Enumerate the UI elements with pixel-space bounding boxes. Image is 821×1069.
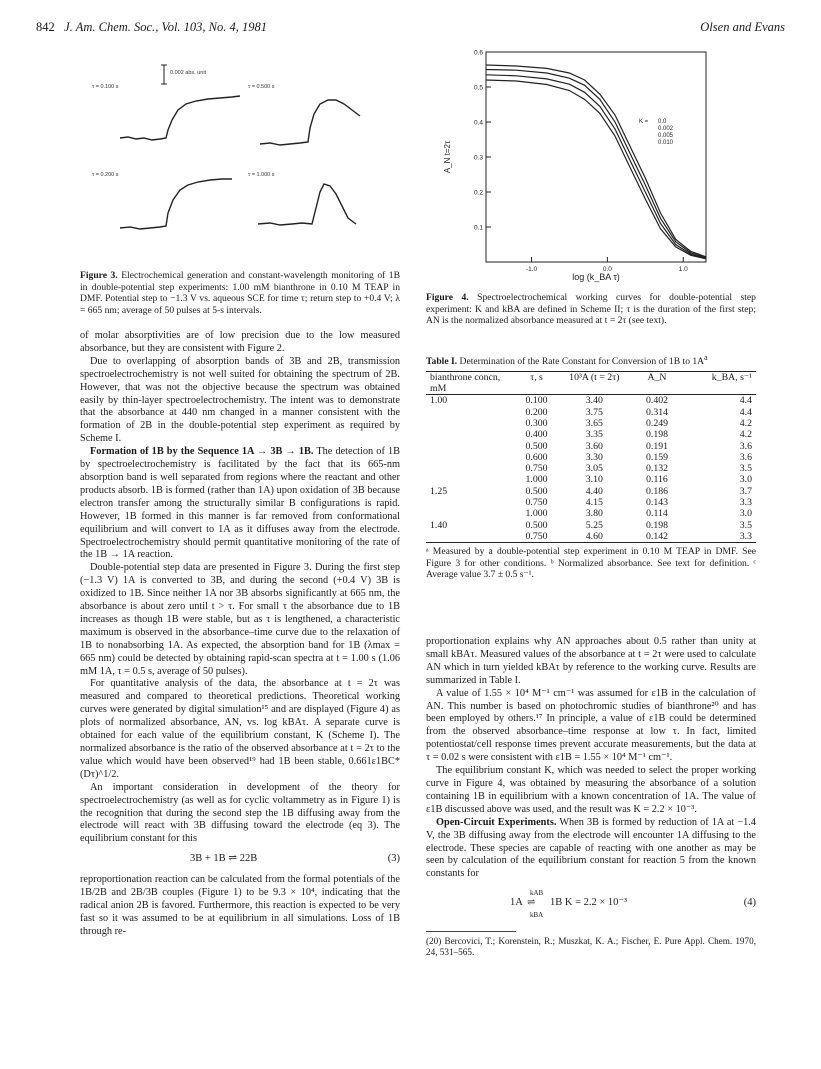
footnote-20: (20) Bercovici, T.; Korenstein, R.; Muszkat, K. A.; Fischer, E. Pure Appl. Chem. 1970, 24, 531–565.	[426, 936, 756, 958]
table-1-footnote: ᵃ Measured by a double-potential step experiment in 0.10 M TEAP in DMF. See Figure 3 for other conditions. ᵇ Normalized absorbance. See text for definition. ᶜ Average value 3.7 ± 0.5 s⁻¹.	[426, 546, 756, 581]
panel-label-2: τ = 0.500 s	[248, 84, 275, 90]
table-1-title-sup: a	[704, 353, 708, 362]
table-cell: 1.000	[525, 474, 548, 486]
running-header-left	[36, 20, 267, 35]
table-1-header: A_N	[647, 371, 667, 383]
right-column	[426, 636, 756, 958]
table-cell	[426, 474, 512, 485]
equation-4-arrows: ⇌	[527, 897, 536, 909]
table-cell: 3.65	[585, 417, 603, 429]
y-tick-label: 0.6	[473, 49, 483, 57]
table-cell	[426, 531, 512, 542]
right-paragraph-2: A value of 1.55 × 10⁴ M⁻¹ cm⁻¹ was assumed for ε1B in the calculation of AN. This number is based on photochromic studies of bianthrone²⁰ and has been employed by others.¹⁷ In principle, a value of ε1B could be determined from the observed absorbance–time response at low τ. In fact, limited potentiostat/cell response times prevent accurate measurements, but the data at τ = 0.02 s were consistent with ε1B = 1.55 × 10⁴ M⁻¹ cm⁻¹.	[426, 687, 756, 764]
x-tick-label: -1.0	[525, 266, 538, 273]
y-tick-label: 0.3	[473, 154, 483, 162]
table-cell: 3.40	[585, 395, 603, 407]
equation-4-top-label: kAB	[530, 889, 544, 898]
y-tick-label: 0.4	[473, 119, 483, 127]
section-heading-formation: Formation of 1B by the Sequence 1A → 3B → 1B.	[90, 446, 314, 458]
table-cell: 1.000	[525, 508, 548, 520]
legend-entry: 0.010	[658, 140, 674, 146]
table-cell: 3.75	[585, 406, 603, 418]
table-row	[426, 463, 756, 474]
table-cell: 0.500	[525, 485, 548, 497]
table-cell: 3.3	[739, 530, 752, 542]
table-cell	[426, 407, 512, 418]
table-row	[426, 441, 756, 452]
table-row	[426, 395, 756, 407]
table-1-title-text: Determination of the Rate Constant for Conversion of 1B to 1A	[459, 356, 705, 368]
table-cell: 0.750	[525, 463, 548, 475]
left-paragraph-2: Due to overlapping of absorption bands of 3B and 2B, transmission spectroelectrochemistry is not well suited for obtaining the spectrum of 2B. However, that was not the objective because the spectrum was obtained easily by thin-layer spectroelectrochemistry. The intent was to demonstrate that the absorbance at 440 nm changed in a manner consistent with the formation of 2B in the double-potential step experiment as required by Scheme I.	[80, 355, 400, 445]
legend-entry: 0.002	[658, 126, 674, 132]
table-cell: 3.35	[585, 429, 603, 441]
table-cell: 0.186	[645, 485, 669, 497]
figure-3-caption-text: Electrochemical generation and constant-wavelength monitoring of 1B in double-potential step experiments: 1.00 mM bianthrone in 0.10 M TEAP in DMF. Potential step to −1.3 V vs. aqueous SCE for time τ; return step to +0.4 V; λ = 665 nm; average of 50 pulses at 5-s intervals.	[80, 270, 400, 316]
table-cell: 0.750	[525, 530, 548, 542]
left-paragraph-5: For quantitative analysis of the data, the absorbance at t = 2τ was measured and compared to theoretical predictions. Theoretical working curves were generated by digital simulation¹⁵ and are displayed (Figure 4) as plots of normalized absorbance, AN, vs. log kBAτ. A separate curve is obtained for each value of the equilibrium constant, K (Scheme I). The normalized absorbance is the ratio of the observed absorbance at t = 2τ to the value which would have been observed¹⁹ had 1B been stable, 0.661ε1BC*(Dτ)^1/2.	[80, 678, 400, 780]
equation-3-number: (3)	[387, 853, 400, 865]
table-cell	[426, 441, 512, 452]
figure-3-traces	[80, 58, 380, 268]
figure-3-caption-label: Figure 3.	[80, 270, 118, 281]
series-line-0.002	[486, 70, 706, 258]
x-tick-label: 1.0	[678, 266, 688, 273]
table-cell: 3.0	[739, 508, 752, 520]
legend-title: K =	[639, 119, 649, 125]
table-cell: 3.5	[739, 463, 752, 475]
table-row	[426, 508, 756, 519]
trace-panel-2	[260, 100, 360, 145]
trace-panel-4	[258, 184, 356, 225]
table-cell: 4.4	[739, 395, 752, 407]
series-line-0.010	[486, 80, 706, 259]
table-cell: 0.500	[525, 440, 548, 452]
table-cell: 1.00	[430, 395, 448, 407]
scale-label: 0.002 abs. unit	[170, 70, 207, 76]
table-1-title	[426, 352, 756, 368]
left-paragraph-3: The detection of 1B by spectroelectrochemistry is facilitated by the fact that its 665-nm absorption band is well separated from regions where the reactant and other products absorb. 1B is formed (rather than 1A) upon oxidation of 3B because electron transfer among the structurally similar B configurations is rapid. However, 1B formed in this manner is far removed from conformational equilibrium and will convert to 1A as it diffuses away from the electrode. Spectroelectrochemistry should permit quantitative monitoring of the rate of the 1B → 1A reaction.	[80, 446, 400, 561]
left-paragraph-7: reproportionation reaction can be calculated from the formal potentials of the 1B/2B and 2B/3B couples (Figure 1) to be 9.3 × 10⁴, indicating that the radical anion 2B is favored. Furthermore, this reaction is expected to be very fast so it was assumed to be at equilibrium in all simulations. Loss of 1B through re-	[80, 874, 400, 937]
table-cell	[426, 508, 512, 519]
table-cell: 4.60	[585, 530, 603, 542]
table-cell: 4.4	[739, 406, 752, 418]
figure-4-caption-label: Figure 4.	[426, 292, 469, 303]
panel-label-4: τ = 1.000 s	[248, 172, 275, 178]
table-cell: 3.3	[739, 497, 752, 509]
left-column	[80, 330, 400, 939]
table-cell: 3.5	[739, 519, 752, 531]
table-cell	[426, 429, 512, 440]
table-cell	[426, 463, 512, 474]
series-line-0.0	[486, 65, 706, 257]
plot-frame	[486, 52, 706, 262]
journal-citation: J. Am. Chem. Soc., Vol. 103, No. 4, 1981	[64, 20, 268, 34]
figure-4-caption-text: Spectroelectrochemical working curves for double-potential step experiment: K and kBA are defined in Scheme II; τ is the duration of the first step; AN is the normalized absorbance measured at t = 2τ (see text).	[426, 292, 756, 327]
equation-4	[426, 887, 756, 920]
trace-panel-1	[120, 96, 240, 140]
running-header-authors: Olsen and Evans	[700, 20, 785, 34]
x-axis-label: log (k_BA τ)	[572, 272, 620, 282]
table-cell: 0.300	[525, 417, 548, 429]
table-cell: 0.143	[645, 497, 669, 509]
table-cell: 0.314	[645, 406, 669, 418]
y-tick-label: 0.1	[473, 224, 483, 232]
table-cell: 0.116	[646, 474, 668, 486]
table-cell: 0.132	[645, 463, 669, 475]
table-cell: 0.400	[525, 429, 548, 441]
y-tick-label: 0.5	[473, 84, 483, 92]
table-row	[426, 418, 756, 429]
table-row	[426, 452, 756, 463]
table-cell	[426, 452, 512, 463]
table-cell: 4.2	[739, 417, 752, 429]
table-1-title-label: Table I.	[426, 356, 458, 368]
equation-4-right: 1B K = 2.2 × 10⁻³	[550, 897, 628, 909]
table-cell: 0.500	[525, 519, 548, 531]
equation-3	[80, 849, 400, 871]
table-row	[426, 497, 756, 508]
figure-4-svg	[426, 44, 736, 284]
table-row	[426, 474, 756, 485]
figure-3-plots	[80, 58, 380, 268]
table-1-header: 10³A (t = 2τ)	[569, 371, 620, 383]
table-cell: 3.60	[585, 440, 603, 452]
figure-4-chart	[426, 44, 736, 284]
section-heading-open-circuit: Open-Circuit Experiments.	[436, 816, 557, 828]
left-paragraph-1: of molar absorptivities are of low precision due to the low measured absorbance, but they are consistent with Figure 2.	[80, 330, 400, 354]
table-cell: 4.40	[585, 485, 603, 497]
table-cell: 0.402	[645, 395, 669, 407]
table-cell: 0.198	[645, 429, 669, 441]
equation-3-body: 3B + 1B ⇌ 22B	[190, 853, 258, 865]
right-paragraph-4: When 3B is formed by reduction of 1A at −1.4 V, the 3B diffusing away from the electrode will encounter 1A diffusing to the electrode. These species are capable of reacting with one another as may be seen by calculation of the equilibrium constant for reaction 5 from the known constants for	[426, 816, 756, 880]
table-cell: 5.25	[585, 519, 603, 531]
trace-panel-3	[120, 179, 232, 229]
table-row	[426, 520, 756, 531]
table-cell: 3.6	[739, 440, 752, 452]
series-line-0.005	[486, 75, 706, 258]
figure-4-caption	[426, 292, 756, 327]
table-cell: 0.200	[525, 406, 548, 418]
equation-4-number: (4)	[743, 897, 756, 909]
table-cell: 0.159	[645, 451, 669, 463]
equation-4-bottom-label: kBA	[530, 911, 544, 920]
table-cell: 0.600	[525, 451, 548, 463]
table-cell: 3.10	[585, 474, 603, 486]
table-1-grid	[426, 372, 756, 542]
table-cell: 3.80	[585, 508, 603, 520]
table-cell: 3.0	[739, 474, 752, 486]
table-row	[426, 486, 756, 497]
panel-label-1: τ = 0.100 s	[92, 84, 119, 90]
legend-entry: 0.0	[658, 119, 667, 125]
table-row	[426, 429, 756, 440]
table-cell: 0.191	[645, 440, 669, 452]
table-cell: 0.750	[525, 497, 548, 509]
table-cell: 0.142	[645, 530, 669, 542]
table-cell: 3.6	[739, 451, 752, 463]
figure-3-caption	[80, 270, 400, 316]
table-cell: 3.05	[585, 463, 603, 475]
right-paragraph-3: The equilibrium constant K, which was needed to select the proper working curve in Figure 4, was obtained by measuring the absorbance of a solution containing 1B in equilibrium with a known concentration of 1A. The value of ε1B discussed above was used, and the result was K = 2.2 × 10⁻³.	[426, 765, 756, 815]
table-row	[426, 407, 756, 418]
table-1-header: τ, s	[530, 371, 543, 383]
x-tick-label: 0.0	[602, 266, 612, 273]
table-row	[426, 531, 756, 542]
table-cell: 0.249	[645, 417, 669, 429]
right-paragraph-1: proportionation explains why AN approaches about 0.5 rather than unity at small kBAτ. Measured values of the absorbance at t = 2τ were used to calculate AN which in turn yielded kBAτ by reference to the working curve. Results are summarized in Table I.	[426, 636, 756, 686]
y-axis-label: A_N t=2τ	[443, 140, 452, 174]
table-cell: 0.100	[525, 395, 548, 407]
table-cell: 0.198	[645, 519, 669, 531]
left-paragraph-6: An important consideration in development of the theory for spectroelectrochemistry (as well as for cyclic voltammetry as in Figure 1) is the recognition that during the second step the 1B diffusing away from the electrode will react with 3B diffusing toward the electrode (eq 3). The equilibrium constant for this	[80, 781, 400, 845]
table-cell: 1.40	[430, 519, 448, 531]
table-cell	[426, 497, 512, 508]
page-number: 842	[36, 20, 55, 34]
table-1-header: k_BA, s⁻¹	[711, 371, 752, 383]
table-1	[426, 352, 756, 581]
table-cell: 3.7	[739, 485, 752, 497]
table-cell	[426, 418, 512, 429]
table-1-header: bianthrone concn, mM	[430, 371, 501, 395]
equation-4-left: 1A	[510, 897, 523, 909]
left-paragraph-4: Double-potential step data are presented in Figure 3. During the first step (−1.3 V) 1A is converted to 3B, and during the second (+0.4 V) 3B is oxidized to 1B. Since neither 1A nor 3B absorbs significantly at 665 nm, the absorbance is about zero until t > τ. For small τ the absorbance due to 1B increases as though 1B were stable, but as τ is lengthened, a characteristic maximum is observed in the absorbance–time curve due to the relaxation of 1B to nonabsorbing 1A. As expected, the absorption band for 1B (λmax = 665 nm) could be detected by obtaining rapid-scan spectra at t = 1.00 s (1.06 mM 1A, τ = 0.5 s, average of 50 pulses).	[80, 562, 400, 677]
panel-label-3: τ = 0.200 s	[92, 172, 119, 178]
table-cell: 4.2	[739, 429, 752, 441]
table-cell: 4.15	[585, 497, 603, 509]
y-tick-label: 0.2	[473, 189, 483, 197]
table-cell: 1.25	[430, 485, 448, 497]
table-cell: 3.30	[585, 451, 603, 463]
legend-entry: 0.005	[658, 133, 674, 139]
table-cell: 0.114	[646, 508, 668, 520]
